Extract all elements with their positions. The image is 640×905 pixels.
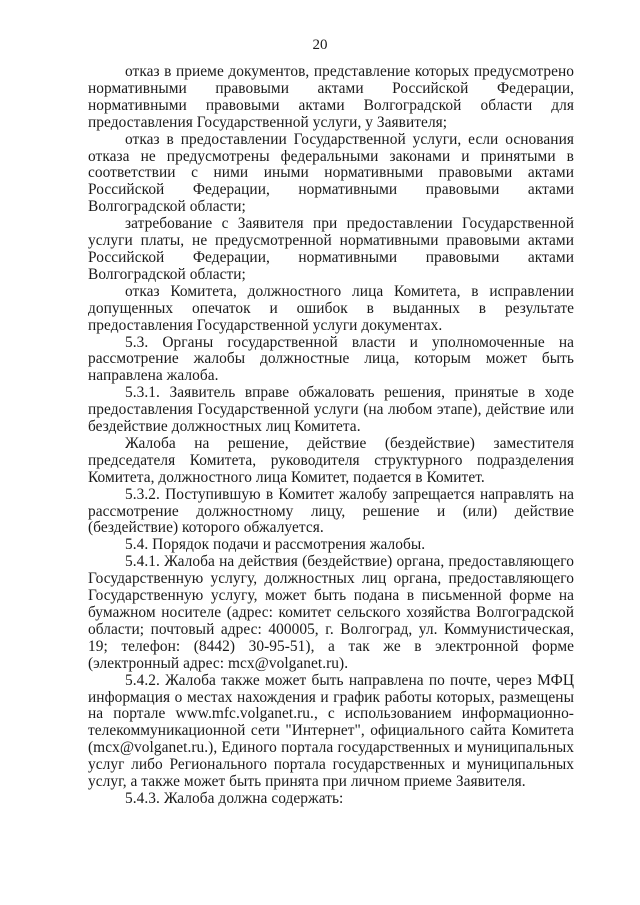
paragraph-fee-demand: затребование с Заявителя при предоставлении Государственной услуги платы, не предусмотренной нормативными правовыми актами Российской Федерации, нормативными правовыми актами Волгоградской области; (88, 215, 574, 283)
paragraph-5-3-2: 5.3.2. Поступившую в Комитет жалобу запрещается направлять на рассмотрение должностному лицу, решение и (или) действие (бездействие) которого обжалуется. (88, 485, 574, 537)
paragraph-5-3: 5.3. Органы государственной власти и уполномоченные на рассмотрение жалобы должностные лица, которым может быть направлена жалоба. (88, 333, 574, 385)
page-number: 20 (312, 37, 328, 53)
paragraph-refusal-documents: отказ в приеме документов, представление которых предусмотрено нормативными правовыми актами Российской Федерации, нормативными правовыми актами Волгоградской области для предоставления Государственной услуги, у Заявителя; (88, 63, 574, 131)
paragraph-5-4: 5.4. Порядок подачи и рассмотрения жалобы. (125, 536, 426, 554)
paragraph-5-4-1: 5.4.1. Жалоба на действия (бездействие) органа, предоставляющего Государственную услугу, должностных лиц органа, предоставляющего Государственную услугу, может быть подана в письменной форме на бумажном носителе (адрес: комитет сельского хозяйства Волгоградской области; почтовый адрес: 400005, г. Волгоград, ул. Коммунистическая, 19; телефон: (8442) 30-95-51), а так же в электронной форме (электронный адрес: mcx@volganet.ru). (88, 553, 574, 672)
paragraph-5-4-2: 5.4.2. Жалоба также может быть направлена по почте, через МФЦ информация о местах нахождения и график работы которых, размещены на портале www.mfc.volganet.ru., с использованием информационно-телекоммуникационной сети "Интернет", официального сайта Комитета (mcx@volganet.ru.), Единого портала государственных и муниципальных услуг либо Регионального портала государственных и муниципальных услуг, а также может быть принята при личном приеме Заявителя. (88, 671, 574, 791)
paragraph-refusal-correction: отказ Комитета, должностного лица Комитета, в исправлении допущенных опечаток и ошибок в выданных в результате предоставления Государственной услуги документах. (88, 282, 574, 334)
paragraph-5-4-3: 5.4.3. Жалоба должна содержать: (125, 789, 344, 807)
document-body (88, 64, 574, 808)
paragraph-refusal-service: отказ в предоставлении Государственной услуги, если основания отказа не предусмотрены федеральными законами и принятыми в соответствии с ними иными нормативными правовыми актами Российской Федерации, нормативными правовыми актами Волгоградской области; (88, 130, 574, 216)
paragraph-complaint-deputy: Жалоба на решение, действие (бездействие) заместителя председателя Комитета, руководителя структурного подразделения Комитета, должностного лица Комитет, подается в Комитет. (88, 434, 574, 486)
paragraph-5-3-1: 5.3.1. Заявитель вправе обжаловать решения, принятые в ходе предоставления Государственной услуги (на любом этапе), действие или бездействие должностных лиц Комитета. (88, 384, 574, 436)
